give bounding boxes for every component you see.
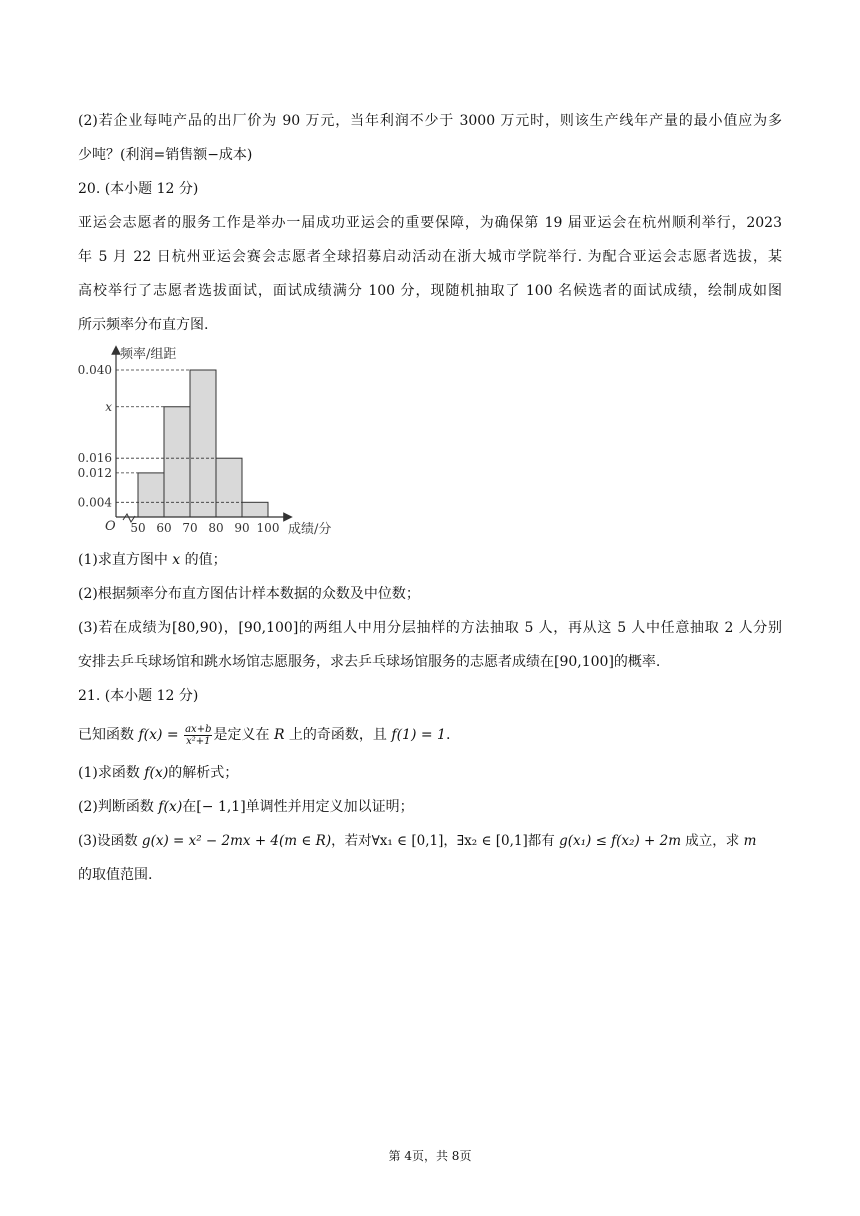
q21-statement: [78, 722, 450, 748]
x-tick-label: 80: [208, 521, 224, 535]
q21-part1-post: 的解析式；: [168, 765, 239, 781]
q20-intro-line: 所示频率分布直方图.: [78, 317, 209, 333]
x-tick-label: 70: [182, 521, 198, 535]
x-tick-label: 60: [156, 521, 172, 535]
q20-heading: 20. (本小题 12 分): [78, 181, 199, 197]
q21-part2-pre: (2)判断函数: [78, 799, 159, 815]
histogram-bar: [138, 473, 164, 517]
histogram-bar: [190, 370, 216, 517]
q21-stmt-pre: 已知函数: [78, 727, 139, 743]
q21-fraction: [184, 724, 212, 747]
q21-stmt-mid2: 上的奇函数，且: [284, 727, 392, 743]
q20-intro-line: 亚运会志愿者的服务工作是举办一届成功亚运会的重要保障，为确保第 19 届亚运会在杭州顺利举行，2023: [78, 215, 782, 231]
q20-part1-pre: (1)求直方图中: [78, 552, 173, 568]
q19-part2-line1: (2)若企业每吨产品的出厂价为 90 万元，当年利润不少于 3000 万元时，则该生产线年产量的最小值应为多: [78, 113, 782, 129]
x-tick-label: 100: [256, 521, 280, 535]
y-tick-label: 0.016: [77, 451, 112, 466]
x-axis-label: 成绩/分: [288, 522, 332, 537]
q21-part3-cond: g(x₁) ≤ f(x₂) + 2m: [559, 833, 682, 849]
q21-part3-m: m: [743, 833, 757, 849]
q21-part3-line1: [78, 831, 756, 851]
q20-part3-line1: (3)若在成绩为[80,90)，[90,100]的两组人中用分层抽样的方法抽取 5 人，再从这 5 人中任意抽取 2 人分别: [78, 620, 782, 636]
y-tick-label: 0.004: [77, 495, 112, 510]
frequency-histogram: [70, 340, 360, 540]
q21-stmt-end: .: [445, 727, 451, 743]
y-tick-label: 0.012: [77, 465, 112, 480]
page-footer: 第 4页，共 8页: [388, 1149, 472, 1163]
q21-fx: f(x) =: [138, 727, 184, 743]
x-tick-label: 50: [130, 521, 146, 535]
q21-part1-pre: (1)求函数: [78, 765, 145, 781]
y-tick-label: 0.040: [77, 363, 112, 377]
histogram-bar: [242, 502, 268, 517]
q19-part2-line2: 少吨？(利润=销售额−成本): [78, 147, 253, 163]
q20-intro-line: 高校举行了志愿者选拔面试，面试成绩满分 100 分，现随机抽取了 100 名候选者的面试成绩，绘制成如图: [78, 283, 782, 299]
q21-part3-mid: ，若对∀x₁ ∈ [0,1]，∃x₂ ∈ [0,1]都有: [331, 833, 560, 849]
q21-part1: [78, 763, 238, 783]
q20-part1: [78, 550, 227, 570]
q21-part2-mid: 在[− 1,1]: [182, 799, 246, 815]
q21-part2: [78, 797, 414, 817]
q20-part3-line2: 安排去乒乓球场馆和跳水场馆志愿服务，求去乒乓球场馆服务的志愿者成绩在[90,100]的概率.: [78, 654, 661, 670]
histogram-bar: [216, 458, 242, 517]
q20-intro-line: 年 5 月 22 日杭州亚运会赛会志愿者全球招募启动活动在浙大城市学院举行. 为配合亚运会志愿者选拔，某: [78, 249, 782, 265]
q21-fraction-numerator: ax+b: [185, 723, 212, 735]
histogram-bar: [164, 407, 190, 517]
q21-heading: 21. (本小题 12 分): [78, 688, 199, 704]
q20-part1-post: 的值；: [180, 552, 227, 568]
q21-part3-pre: (3)设函数: [78, 833, 142, 849]
origin-label: O: [105, 519, 116, 534]
q21-condition: f(1) = 1: [391, 727, 446, 743]
q21-part2-fx: f(x): [158, 799, 183, 815]
q21-part3-line2: 的取值范围.: [78, 867, 153, 883]
q21-fraction-denominator: x²+1: [186, 735, 211, 747]
q21-part3-g: g(x) = x² − 2mx + 4(m ∈ R): [141, 833, 332, 849]
y-axis-label: 频率/组距: [120, 347, 177, 362]
q21-part1-fx: f(x): [144, 765, 169, 781]
q21-part3-post: 成立，求: [681, 833, 744, 849]
q20-part2: (2)根据频率分布直方图估计样本数据的众数及中位数；: [78, 586, 420, 602]
x-tick-label: 90: [234, 521, 250, 535]
q21-R: R: [273, 727, 285, 743]
q20-part1-var: x: [172, 552, 181, 568]
q21-part2-post: 单调性并用定义加以证明；: [245, 799, 414, 815]
y-tick-label: x: [105, 399, 112, 414]
q21-stmt-mid: 是定义在: [213, 727, 274, 743]
